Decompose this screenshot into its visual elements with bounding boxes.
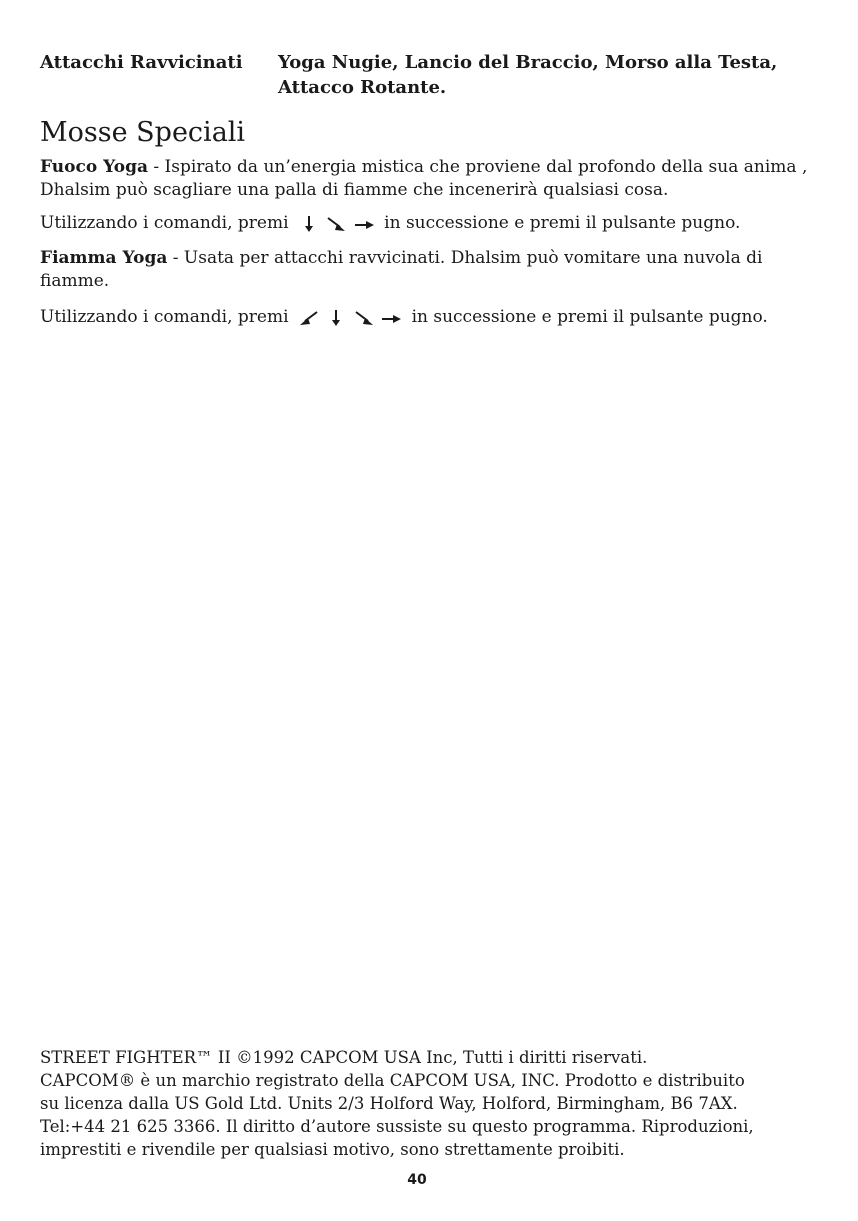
- down-right-arrow-icon: [353, 309, 375, 327]
- fiamma-arrow-sequence: [298, 306, 402, 329]
- down-left-arrow-icon: [298, 309, 320, 327]
- page-number: 40: [407, 1172, 427, 1188]
- down-arrow-icon: [298, 215, 320, 233]
- right-arrow-icon: [380, 309, 402, 327]
- attacchi-label: Attacchi Ravvicinati: [40, 52, 243, 73]
- down-arrow-icon: [325, 309, 347, 327]
- right-arrow-icon: [353, 215, 375, 233]
- footer-line-2: CAPCOM® è un marchio registrato della CAPCOM USA, INC. Prodotto e distribuito: [40, 1071, 745, 1090]
- footer-line-5: imprestiti e rivendile per qualsiasi motivo, sono strettamente proibiti.: [40, 1140, 625, 1159]
- fiamma-command-before: Utilizzando i comandi, premi: [40, 307, 289, 327]
- fiamma-yoga-text: - Usata per attacchi ravvicinati. Dhalsim può vomitare una nuvola di fiamme.: [40, 248, 763, 291]
- footer-line-4: Tel:+44 21 625 3366. Il diritto d’autore sussiste su questo programma. Riproduzioni,: [40, 1117, 754, 1136]
- fiamma-yoga-description: [40, 247, 810, 293]
- section-title: Mosse Speciali: [40, 117, 246, 148]
- fuoco-yoga-text: - Ispirato da un’energia mistica che proviene dal profondo della sua anima , Dhalsim può scagliare una palla di fiamme che incenerirà qualsiasi cosa.: [40, 157, 808, 200]
- fiamma-yoga-name: Fiamma Yoga: [40, 248, 168, 268]
- footer-line-1: STREET FIGHTER™ II ©1992 CAPCOM USA Inc, Tutti i diritti riservati.: [40, 1048, 648, 1067]
- fuoco-command-after: in successione e premi il pulsante pugno.: [384, 213, 741, 233]
- copyright-footer: [40, 1046, 810, 1161]
- footer-line-3: su licenza dalla US Gold Ltd. Units 2/3 Holford Way, Holford, Birmingham, B6 7AX.: [40, 1094, 738, 1113]
- fuoco-command-before: Utilizzando i comandi, premi: [40, 213, 289, 233]
- fuoco-yoga-name: Fuoco Yoga: [40, 157, 148, 177]
- fuoco-yoga-description: [40, 156, 810, 202]
- fiamma-command-after: in successione e premi il pulsante pugno.: [411, 307, 768, 327]
- fuoco-arrow-sequence: [298, 212, 375, 235]
- down-right-arrow-icon: [325, 215, 347, 233]
- attacchi-value: Yoga Nugie, Lancio del Braccio, Morso alla Testa, Attacco Rotante.: [278, 52, 778, 98]
- fuoco-yoga-command: [40, 212, 810, 235]
- fiamma-yoga-command: [40, 306, 810, 329]
